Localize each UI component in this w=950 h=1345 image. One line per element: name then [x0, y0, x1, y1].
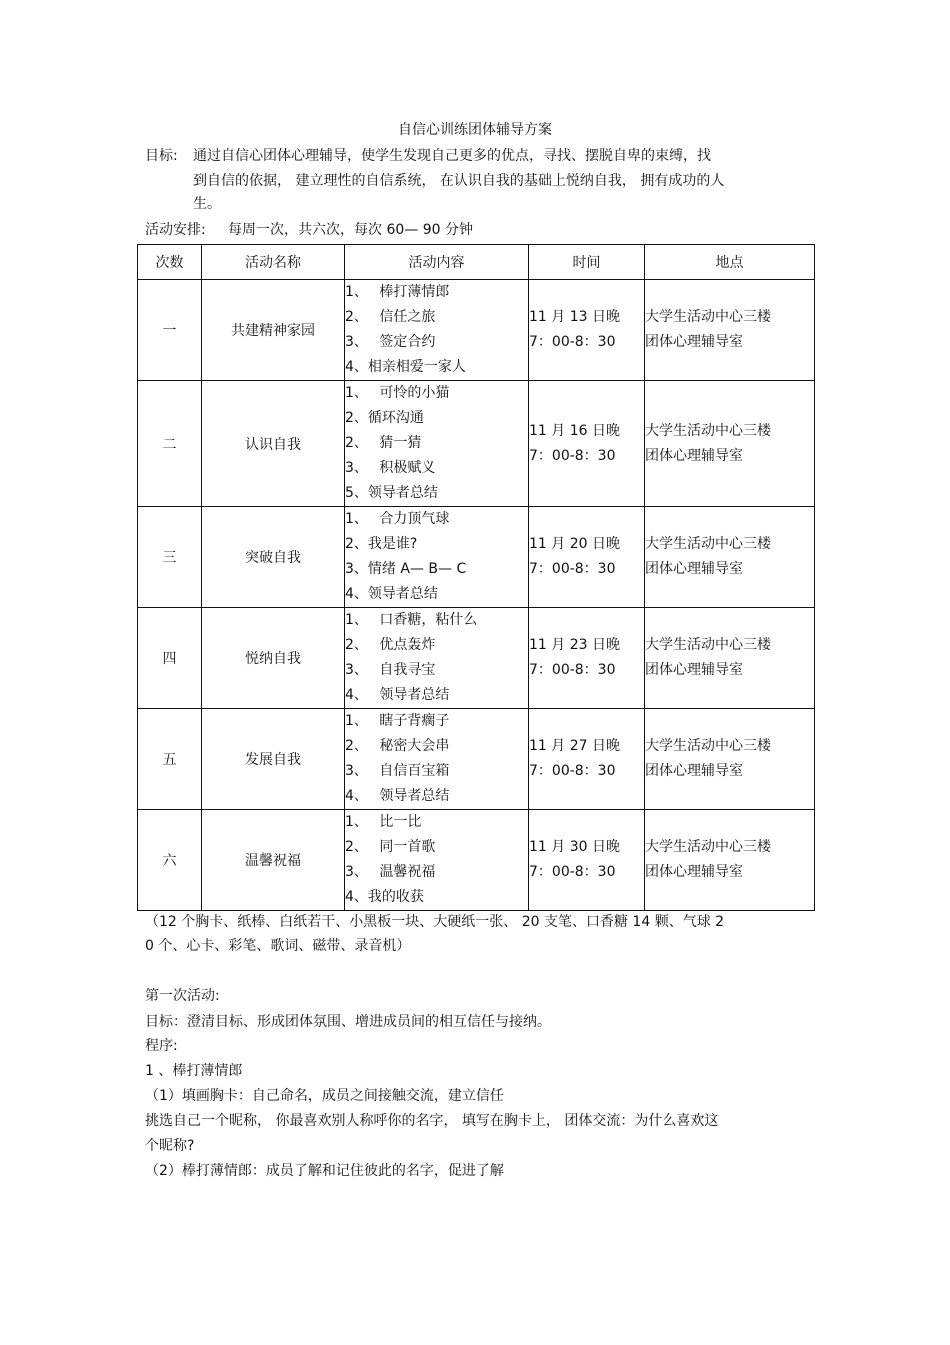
place-cell [645, 507, 815, 608]
step1-title: （1）填画胸卡：自己命名，成员之间接触交流，建立信任 [145, 1088, 504, 1104]
activity-content-cell [345, 608, 529, 709]
procedure-label: 程序: [145, 1038, 178, 1054]
header-activity-content: 活动内容 [345, 245, 529, 280]
place-room: 团体心理辅导室 [645, 561, 743, 577]
table-row [138, 507, 815, 608]
place-cell [645, 280, 815, 381]
activity-item: 2、 秘密大会串 [345, 738, 450, 754]
place-cell [645, 810, 815, 911]
schedule-table [137, 244, 815, 911]
activity-item: 4、我的收获 [345, 889, 424, 905]
activity-item: 2、 同一首歌 [345, 839, 436, 855]
activity-name-cell: 温馨祝福 [202, 810, 345, 911]
activity-name-cell: 突破自我 [202, 507, 345, 608]
goal-label: 目标: [145, 148, 178, 164]
activity-item: 2、 优点轰炸 [345, 637, 436, 653]
place-building: 大学生活动中心三楼 [645, 839, 771, 855]
time-range: 7：00-8：30 [529, 334, 616, 350]
activity-item: 1、 瞎子背瘸子 [345, 713, 450, 729]
time-range: 7：00-8：30 [529, 763, 616, 779]
session-number-cell: 二 [138, 381, 202, 507]
time-range: 7：00-8：30 [529, 864, 616, 880]
materials-line-2: 0 个、心卡、彩笔、歌词、磁带、录音机） [145, 938, 411, 954]
goal-text-line-2: 到自信的依据， 建立理性的自信系统， 在认识自我的基础上悦纳自我， 拥有成功的人 [193, 173, 725, 189]
activity-name-cell: 悦纳自我 [202, 608, 345, 709]
activity-content-cell [345, 381, 529, 507]
table-header-row [138, 245, 815, 280]
session-number-cell: 五 [138, 709, 202, 810]
activity-item: 4、 领导者总结 [345, 687, 450, 703]
activity-item: 5、领导者总结 [345, 485, 438, 501]
time-cell [529, 608, 645, 709]
time-cell [529, 381, 645, 507]
place-room: 团体心理辅导室 [645, 763, 743, 779]
arrangement-text: 每周一次，共六次，每次 60— 90 分钟 [228, 222, 473, 238]
step1-text-line-1: 挑选自己一个昵称， 你最喜欢别人称呼你的名字， 填写在胸卡上， 团体交流：为什么喜欢这 [145, 1113, 719, 1129]
place-room: 团体心理辅导室 [645, 334, 743, 350]
activity-item: 3、 自我寻宝 [345, 662, 436, 678]
time-date: 11 月 16 日晚 [529, 422, 620, 439]
activity-name-cell: 认识自我 [202, 381, 345, 507]
place-room: 团体心理辅导室 [645, 662, 743, 678]
time-range: 7：00-8：30 [529, 561, 616, 577]
place-cell [645, 381, 815, 507]
activity-title: 1 、棒打薄情郎 [145, 1063, 243, 1079]
time-range: 7：00-8：30 [529, 662, 616, 678]
activity-item: 2、 信任之旅 [345, 309, 436, 325]
time-cell [529, 280, 645, 381]
table-row [138, 381, 815, 507]
table-row [138, 810, 815, 911]
table-row [138, 280, 815, 381]
header-place: 地点 [645, 245, 815, 280]
time-range: 7：00-8：30 [529, 447, 616, 464]
header-time: 时间 [529, 245, 645, 280]
activity-item: 3、 积极赋义 [345, 460, 436, 476]
activity-item: 3、 签定合约 [345, 334, 436, 350]
activity-item: 2、循环沟通 [345, 410, 424, 426]
place-building: 大学生活动中心三楼 [645, 637, 771, 653]
place-room: 团体心理辅导室 [645, 864, 743, 880]
step2-title: （2）棒打薄情郎：成员了解和记住彼此的名字，促进了解 [145, 1163, 504, 1179]
document-title: 自信心训练团体辅导方案 [398, 122, 552, 138]
goal-text-line-3: 生。 [193, 196, 221, 212]
session-number-cell: 一 [138, 280, 202, 381]
activity-item: 1、 合力顶气球 [345, 511, 450, 527]
place-room: 团体心理辅导室 [645, 447, 743, 464]
place-building: 大学生活动中心三楼 [645, 536, 771, 552]
activity-content-cell [345, 709, 529, 810]
time-cell [529, 507, 645, 608]
activity-item: 4、 领导者总结 [345, 788, 450, 804]
header-session-no: 次数 [138, 245, 202, 280]
time-cell [529, 709, 645, 810]
materials-line-1: （12 个胸卡、纸棒、白纸若干、小黑板一块、大硬纸一张、 20 支笔、口香糖 14 颗、气球 2 [145, 914, 725, 930]
session-number-cell: 三 [138, 507, 202, 608]
time-cell [529, 810, 645, 911]
session-number-cell: 四 [138, 608, 202, 709]
session1-heading: 第一次活动: [145, 988, 220, 1004]
table-row [138, 709, 815, 810]
session-number-cell: 六 [138, 810, 202, 911]
activity-item: 1、 口香糖，粘什么 [345, 612, 478, 628]
activity-item: 2、我是谁? [345, 536, 418, 552]
place-building: 大学生活动中心三楼 [645, 738, 771, 754]
header-activity-name: 活动名称 [202, 245, 345, 280]
place-cell [645, 608, 815, 709]
time-date: 11 月 20 日晚 [529, 536, 620, 552]
activity-item: 1、 可怜的小猫 [345, 385, 450, 401]
activity-item: 4、领导者总结 [345, 586, 438, 602]
activity-item: 1、 棒打薄情郎 [345, 284, 450, 300]
session1-goal: 目标：澄清目标、形成团体氛围、增进成员间的相互信任与接纳。 [145, 1014, 551, 1030]
step1-text-line-2: 个昵称? [145, 1138, 195, 1154]
activity-item: 4、相亲相爱一家人 [345, 359, 466, 375]
activity-item: 3、情绪 A— B— C [345, 561, 467, 577]
time-date: 11 月 13 日晚 [529, 309, 620, 325]
place-cell [645, 709, 815, 810]
time-date: 11 月 30 日晚 [529, 839, 620, 855]
activity-content-cell [345, 810, 529, 911]
activity-content-cell [345, 280, 529, 381]
activity-content-cell [345, 507, 529, 608]
arrangement-label: 活动安排: [145, 222, 206, 238]
time-date: 11 月 23 日晚 [529, 637, 620, 653]
activity-item: 1、 比一比 [345, 814, 422, 830]
place-building: 大学生活动中心三楼 [645, 309, 771, 325]
activity-item: 3、 自信百宝箱 [345, 763, 450, 779]
place-building: 大学生活动中心三楼 [645, 422, 771, 439]
time-date: 11 月 27 日晚 [529, 738, 620, 754]
activity-item: 2、 猜一猜 [345, 435, 422, 451]
table-row [138, 608, 815, 709]
activity-name-cell: 共建精神家园 [202, 280, 345, 381]
goal-text-line-1: 通过自信心团体心理辅导，使学生发现自己更多的优点，寻找、摆脱自卑的束缚，找 [193, 148, 711, 164]
activity-name-cell: 发展自我 [202, 709, 345, 810]
activity-item: 3、 温馨祝福 [345, 864, 436, 880]
